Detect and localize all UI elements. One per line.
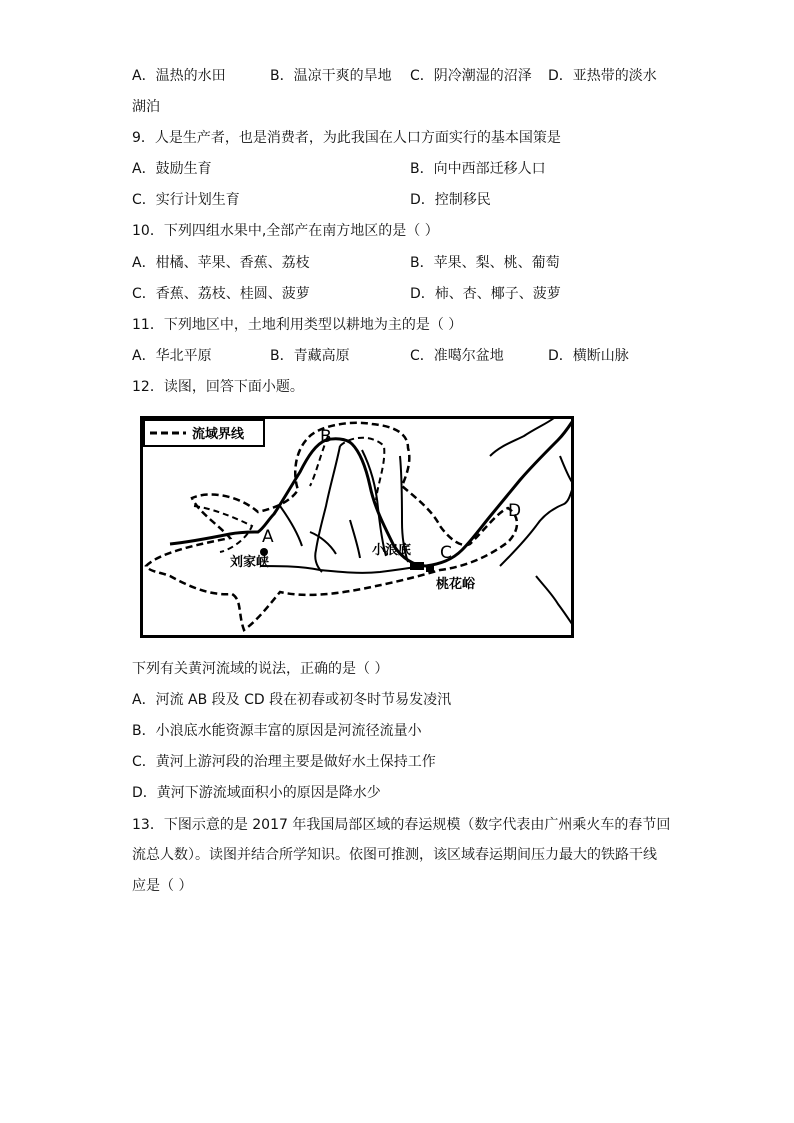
q8-option-d: D．亚热带的淡水 <box>548 68 657 84</box>
q12-option-d: D．黄河下游流域面积小的原因是降水少 <box>132 785 381 801</box>
liujiaxia-label: 刘家峡 <box>230 555 270 570</box>
legend-label: 流域界线 <box>192 427 245 442</box>
q10-option-b: B．苹果、梨、桃、葡萄 <box>410 255 560 271</box>
q9-option-a: A．鼓励生育 <box>132 161 212 177</box>
q13-stem-line-1: 13．下图示意的是 2017 年我国局部区域的春运规模（数字代表由广州乘火车的春节回 <box>132 817 671 833</box>
q8-option-b: B．温凉干爽的旱地 <box>270 68 392 84</box>
q11-option-c: C．准噶尔盆地 <box>410 348 504 364</box>
xiaolangdi-label: 小浪底 <box>372 543 412 558</box>
point-a-label: A <box>262 527 274 547</box>
point-b-label: B <box>320 427 332 447</box>
q9-stem: 9．人是生产者，也是消费者，为此我国在人口方面实行的基本国策是 <box>132 130 561 146</box>
q11-option-a: A．华北平原 <box>132 348 212 364</box>
q11-option-d: D．横断山脉 <box>548 348 629 364</box>
q8-option-d-continuation: 湖泊 <box>132 99 160 115</box>
point-c-label: C <box>440 543 452 563</box>
q12-option-b: B．小浪底水能资源丰富的原因是河流径流量小 <box>132 723 422 739</box>
q10-option-a: A．柑橘、苹果、香蕉、荔枝 <box>132 255 310 271</box>
q11-option-b: B．青藏高原 <box>270 348 350 364</box>
q9-option-c: C．实行计划生育 <box>132 192 240 208</box>
q10-option-c: C．香蕉、荔枝、桂圆、菠萝 <box>132 286 310 302</box>
q9-option-b: B．向中西部迁移人口 <box>410 161 546 177</box>
taohuayu-label: 桃花峪 <box>436 577 476 592</box>
q8-option-c: C．阴冷潮湿的沼泽 <box>410 68 532 84</box>
yellow-river-basin-map <box>140 416 574 638</box>
q12-option-c: C．黄河上游河段的治理主要是做好水土保持工作 <box>132 754 436 770</box>
legend <box>144 420 264 446</box>
q12-stem: 下列有关黄河流域的说法，正确的是（ ） <box>132 661 389 677</box>
q11-stem: 11．下列地区中，土地利用类型以耕地为主的是（ ） <box>132 317 463 333</box>
q13-stem-line-2: 流总人数）。读图并结合所学知识。依图可推测，该区域春运期间压力最大的铁路干线 <box>132 847 657 863</box>
q12-intro: 12．读图，回答下面小题。 <box>132 379 304 395</box>
point-d-label: D <box>508 501 522 521</box>
q8-option-a: A．温热的水田 <box>132 68 226 84</box>
q13-stem-line-3: 应是（ ） <box>132 878 193 894</box>
q10-stem: 10．下列四组水果中,全部产在南方地区的是（ ） <box>132 223 439 239</box>
q10-option-d: D．柿、杏、椰子、菠萝 <box>410 286 561 302</box>
q9-option-d: D．控制移民 <box>410 192 491 208</box>
q12-option-a: A．河流 AB 段及 CD 段在初春或初冬时节易发凌汛 <box>132 692 452 708</box>
